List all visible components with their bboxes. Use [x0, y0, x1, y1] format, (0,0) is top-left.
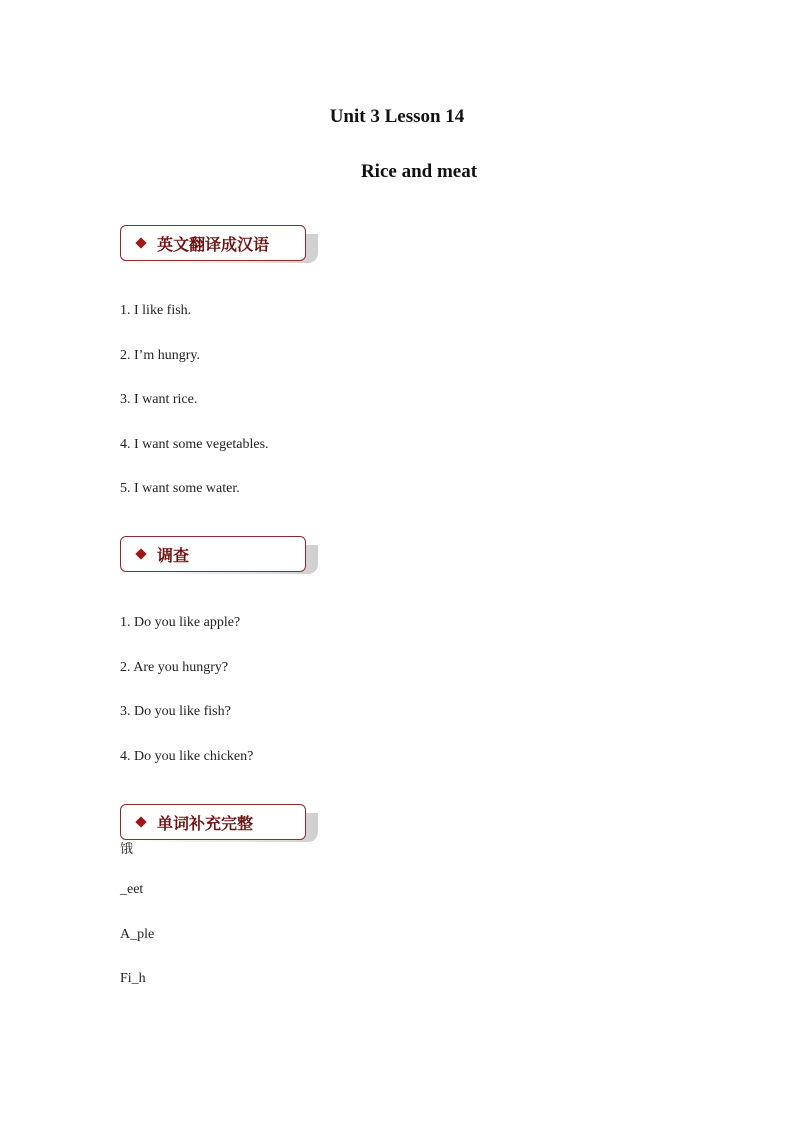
- list-item: 4. I want some vegetables.: [120, 437, 269, 452]
- lesson-subtitle: Rice and meat: [360, 161, 478, 182]
- diamond-icon: [135, 816, 146, 827]
- list-item: 1. Do you like apple?: [120, 615, 241, 630]
- list-item: 2. I’m hungry.: [120, 348, 200, 363]
- list-item: 饿: [120, 842, 134, 857]
- section-heading: 单词补充完整: [157, 813, 254, 833]
- list-item: Fi_h: [120, 971, 146, 986]
- diamond-icon: [135, 548, 146, 559]
- diamond-icon: [135, 237, 146, 248]
- section-heading: 英文翻译成汉语: [157, 234, 270, 254]
- list-item: 4. Do you like chicken?: [120, 749, 254, 764]
- header-box: [120, 536, 306, 572]
- section-header-survey: [120, 536, 320, 576]
- list-item: _eet: [120, 882, 144, 897]
- header-box: [120, 225, 306, 261]
- list-item: 3. I want rice.: [120, 392, 198, 407]
- section-header-translate: [120, 225, 320, 265]
- header-box: [120, 804, 306, 840]
- list-item: 1. I like fish.: [120, 303, 192, 318]
- list-item: 3. Do you like fish?: [120, 704, 231, 719]
- list-item: A_ple: [120, 927, 155, 942]
- lesson-title: Unit 3 Lesson 14: [329, 106, 465, 127]
- list-item: 5. I want some water.: [120, 481, 240, 496]
- section-heading: 调查: [157, 545, 190, 565]
- list-item: 2. Are you hungry?: [120, 660, 229, 675]
- section-header-word-completion: [120, 804, 320, 844]
